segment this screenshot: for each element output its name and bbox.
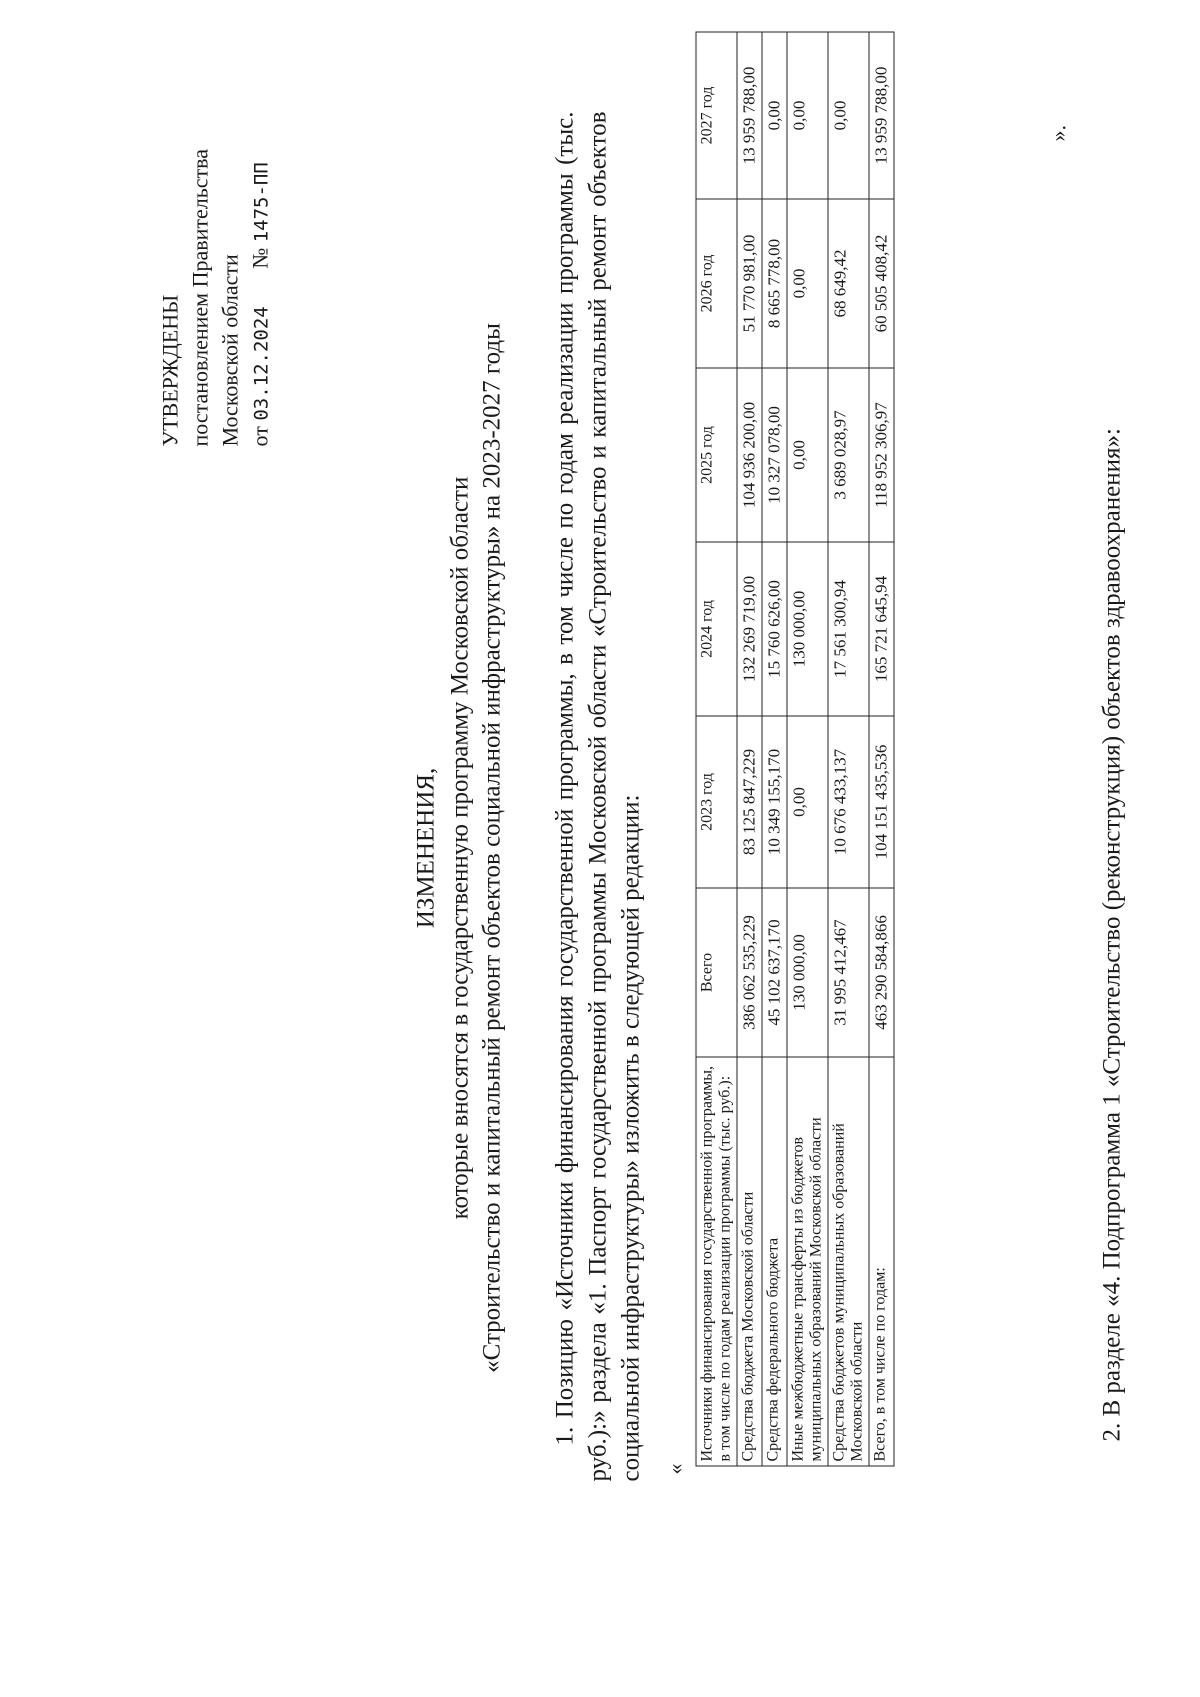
- document-subtitle: которые вносятся в государственную программу Московской области: [446, 476, 474, 1220]
- cell-total: 386 062 535,229: [737, 888, 762, 1057]
- cell-2026: 8 665 778,00: [762, 199, 787, 368]
- cell-2027: 0,00: [787, 32, 828, 199]
- cell-total: 463 290 584,866: [869, 888, 894, 1057]
- approval-date: 03.12.2024: [250, 306, 273, 421]
- cell-2023: 83 125 847,229: [737, 716, 762, 888]
- row-label: Средства бюджетов муниципальных образований Московской области: [828, 1057, 869, 1466]
- header-2024: 2024 год: [696, 542, 737, 716]
- cell-2025: 118 952 306,97: [869, 368, 894, 542]
- table-row: [737, 32, 762, 1466]
- paragraph-2: 2. В разделе «4. Подпрограмма 1 «Строительство (реконструкция) объектов здравоохранения»:: [1098, 428, 1126, 1442]
- approval-line2: постановлением Правительства: [187, 148, 213, 447]
- row-label: Средства бюджета Московской области: [737, 1057, 762, 1466]
- cell-total: 45 102 637,170: [762, 888, 787, 1057]
- approval-number: 1475-ПП: [250, 162, 273, 243]
- cell-2027: 0,00: [828, 32, 869, 199]
- header-total: Всего: [696, 888, 737, 1057]
- table-row: [828, 32, 869, 1466]
- rotated-document: [1, 0, 1200, 1697]
- program-name: «Строительство и капитальный ремонт объектов социальной инфраструктуры» на 2023-2027 годы: [478, 323, 506, 1373]
- cell-2023: 104 151 435,536: [869, 716, 894, 888]
- cell-2027: 13 959 788,00: [869, 32, 894, 199]
- table-row: [762, 32, 787, 1466]
- header-2025: 2025 год: [696, 368, 737, 542]
- header-2023: 2023 год: [696, 716, 737, 888]
- cell-2024: 132 269 719,00: [737, 542, 762, 716]
- cell-2027: 13 959 788,00: [737, 32, 762, 199]
- paragraph-1: 1. Позицию «Источники финансирования государственной программы, в том числе по годам реализации программы (тыс. руб.):» раздела «1. Паспорт государственной программы Московской области «Строительство и капитальный ремонт объектов социальной инфраструктуры» изложить в следующей редакции:: [551, 111, 645, 1482]
- cell-2023: 10 676 433,137: [828, 716, 869, 888]
- date-prefix: от: [247, 426, 273, 447]
- document-page: [1, 0, 1200, 1697]
- cell-2026: 0,00: [787, 199, 828, 368]
- quote-open: «: [662, 1463, 688, 1475]
- cell-total: 31 995 412,467: [828, 888, 869, 1057]
- cell-2026: 60 505 408,42: [869, 199, 894, 368]
- cell-2024: 130 000,00: [787, 542, 828, 716]
- header-2027: 2027 год: [696, 32, 737, 199]
- cell-2026: 68 649,42: [828, 199, 869, 368]
- cell-2023: 10 349 155,170: [762, 716, 787, 888]
- header-sources: Источники финансирования государственной программы, в том числе по годам реализации программы (тыс. руб.):: [696, 1057, 737, 1466]
- table-row: [787, 32, 828, 1466]
- approval-block: [156, 149, 277, 447]
- header-2026: 2026 год: [696, 199, 737, 368]
- number-prefix: №: [247, 247, 273, 269]
- approval-line3: Московской области: [217, 254, 243, 447]
- quote-close: ».: [1045, 125, 1071, 142]
- row-label: Иные межбюджетные трансферты из бюджетов муниципальных образований Московской области: [787, 1057, 828, 1466]
- document-title: ИЗМЕНЕНИЯ,: [412, 767, 440, 929]
- cell-2024: 165 721 645,94: [869, 542, 894, 716]
- cell-total: 130 000,00: [787, 888, 828, 1057]
- cell-2026: 51 770 981,00: [737, 199, 762, 368]
- row-label: Всего, в том числе по годам:: [869, 1057, 894, 1466]
- table-header-row: [696, 32, 737, 1466]
- cell-2025: 3 689 028,97: [828, 368, 869, 542]
- cell-2025: 0,00: [787, 368, 828, 542]
- cell-2024: 17 561 300,94: [828, 542, 869, 716]
- cell-2024: 15 760 626,00: [762, 542, 787, 716]
- row-label: Средства федерального бюджета: [762, 1057, 787, 1466]
- cell-2027: 0,00: [762, 32, 787, 199]
- financing-table: [696, 32, 895, 1467]
- table-total-row: [869, 32, 894, 1466]
- cell-2025: 104 936 200,00: [737, 368, 762, 542]
- cell-2025: 10 327 078,00: [762, 368, 787, 542]
- cell-2023: 0,00: [787, 716, 828, 888]
- approval-date-line: [246, 149, 277, 447]
- approval-line1: УТВЕРЖДЕНЫ: [157, 294, 183, 447]
